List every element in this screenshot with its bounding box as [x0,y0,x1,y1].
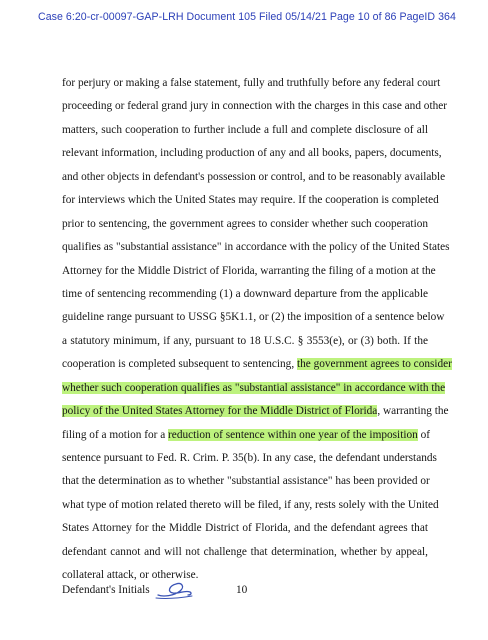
text-line: guideline range pursuant to USSG §5K1.1, or (2) the imposition of a sentence below [62,311,445,324]
ecf-case-header: Case 6:20-cr-00097-GAP-LRH Document 105 Filed 05/14/21 Page 10 of 86 PageID 364 [38,11,456,23]
text-line: collateral attack, or otherwise. [62,569,199,582]
text-line [62,356,452,379]
highlighted-text: policy of the United States Attorney for the Middle District of Florida [62,405,378,418]
page-footer [62,582,422,604]
body-paragraph [62,75,452,591]
plain-text: of [417,428,431,441]
text-line [62,380,446,403]
text-line: for interviews which the United States may require. If the cooperation is completed [62,194,439,207]
plain-text: , warranting the [377,405,449,418]
text-line: for perjury or making a false statement, fully and truthfully before any federal court [62,77,441,89]
text-line: sentence pursuant to Fed. R. Crim. P. 35(b). In any case, the defendant understands [62,452,437,464]
text-line: Attorney for the Middle District of Florida, warranting the filing of a motion at the [62,264,436,277]
page-number: 10 [236,584,248,596]
text-line [62,427,431,450]
text-line: a statutory minimum, if any, pursuant to 18 U.S.C. § 3553(e), or (3) both. If the [62,334,428,347]
text-line: what type of motion related thereto will be filed, if any, rests solely with the United [62,498,439,511]
text-line: qualifies as "substantial assistance" in accordance with the policy of the United States [62,241,450,254]
text-line: States Attorney for the Middle District of Florida, and the defendant agrees that [62,522,428,535]
text-line: time of sentencing recommending (1) a downward departure from the applicable [62,287,428,300]
initials-signature [154,576,194,602]
text-line: relevant information, including production of any and all books, papers, documents, [62,147,442,160]
text-line: proceeding or federal grand jury in connection with the charges in this case and other [62,100,448,113]
highlighted-text: whether such cooperation qualifies as "substantial assistance" in accordance with the [62,381,446,394]
highlighted-text: the government agrees to consider [296,358,452,371]
initials-label: Defendant's Initials [62,584,150,596]
text-line: that the determination as to whether "substantial assistance" has been provided or [62,475,430,488]
text-line: and other objects in defendant's possession or control, and to be reasonably available [62,170,446,183]
text-line: prior to sentencing, the government agrees to consider whether such cooperation [62,217,428,230]
plain-text: filing of a motion for a [62,428,169,441]
plain-text: cooperation is completed subsequent to sentencing, [62,358,297,371]
text-line: defendant cannot and will not challenge that determination, whether by appeal, [62,545,428,558]
text-line: matters, such cooperation to further include a full and complete disclosure of all [62,123,428,136]
text-line [62,403,449,426]
highlighted-text: reduction of sentence within one year of the imposition [168,428,418,441]
